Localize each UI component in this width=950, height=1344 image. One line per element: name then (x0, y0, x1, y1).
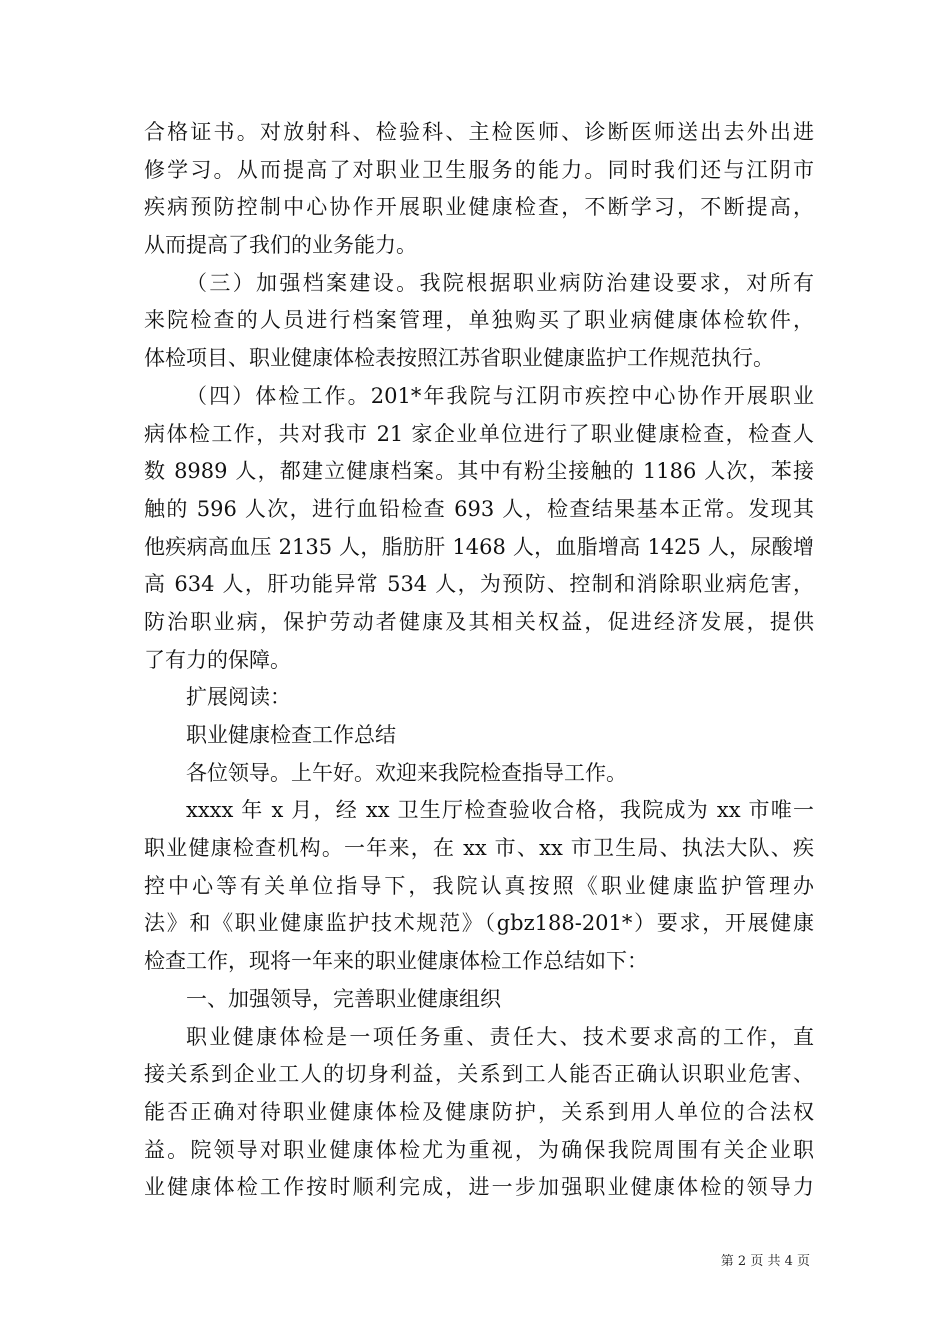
document-body (144, 114, 814, 1207)
text-line: 接关系到企业工人的切身利益，关系到工人能否正确认识职业危害、 (144, 1062, 814, 1087)
text-line: （四）体检工作。201*年我院与江阴市疾控中心协作开展职业 (186, 383, 814, 408)
text-line: 来院检查的人员进行档案管理，单独购买了职业病健康体检软件， (144, 308, 814, 333)
text-line: 疾病预防控制中心协作开展职业健康检查，不断学习，不断提高， (144, 195, 814, 220)
text-line: （三）加强档案建设。我院根据职业病防治建设要求，对所有 (186, 270, 814, 295)
text-line: 高 634 人，肝功能异常 534 人，为预防、控制和消除职业病危害， (144, 572, 814, 597)
text-line: 修学习。从而提高了对职业卫生服务的能力。同时我们还与江阴市 (144, 157, 814, 182)
text-line: 检查工作，现将一年来的职业健康体检工作总结如下： (144, 949, 648, 974)
page-number: 第 2 页 共 4 页 (720, 1254, 810, 1269)
text-line: 法》和《职业健康监护技术规范》（gbz188-201*）要求，开展健康 (144, 911, 814, 936)
text-line: 病体检工作，共对我市 21 家企业单位进行了职业健康检查，检查人 (144, 421, 814, 446)
text-line: 控中心等有关单位指导下，我院认真按照《职业健康监护管理办 (144, 873, 814, 898)
text-line: 职业健康检查工作总结 (186, 723, 396, 747)
text-line: 益。院领导对职业健康体检尤为重视，为确保我院周围有关企业职 (144, 1137, 814, 1162)
text-line: 触的 596 人次，进行血铅检查 693 人，检查结果基本正常。发现其 (144, 496, 814, 521)
text-line: 业健康体检工作按时顺利完成，进一步加强职业健康体检的领导力 (144, 1175, 814, 1200)
text-line: 能否正确对待职业健康体检及健康防护，关系到用人单位的合法权 (144, 1099, 814, 1124)
text-line: 了有力的保障。 (144, 647, 291, 672)
text-line: 一、加强领导，完善职业健康组织 (186, 986, 501, 1011)
text-line: 体检项目、职业健康体检表按照江苏省职业健康监护工作规范执行。 (144, 346, 774, 371)
text-line: 职业健康体检是一项任务重、责任大、技术要求高的工作，直 (186, 1024, 814, 1049)
text-line: 防治职业病，保护劳动者健康及其相关权益，促进经济发展，提供 (144, 609, 814, 634)
text-line: xxxx 年 x 月，经 xx 卫生厅检查验收合格，我院成为 xx 市唯一 (186, 798, 814, 823)
text-line: 各位领导。上午好。欢迎来我院检查指导工作。 (186, 760, 627, 785)
text-line: 合格证书。对放射科、检验科、主检医师、诊断医师送出去外出进 (144, 120, 814, 144)
text-line: 职业健康检查机构。一年来，在 xx 市、xx 市卫生局、执法大队、疾 (144, 836, 814, 861)
text-line: 从而提高了我们的业务能力。 (144, 233, 417, 258)
text-line: 数 8989 人，都建立健康档案。其中有粉尘接触的 1186 人次，苯接 (144, 459, 814, 484)
text-line: 扩展阅读： (186, 685, 291, 710)
text-line: 他疾病高血压 2135 人，脂肪肝 1468 人，血脂增高 1425 人，尿酸增 (144, 534, 814, 559)
